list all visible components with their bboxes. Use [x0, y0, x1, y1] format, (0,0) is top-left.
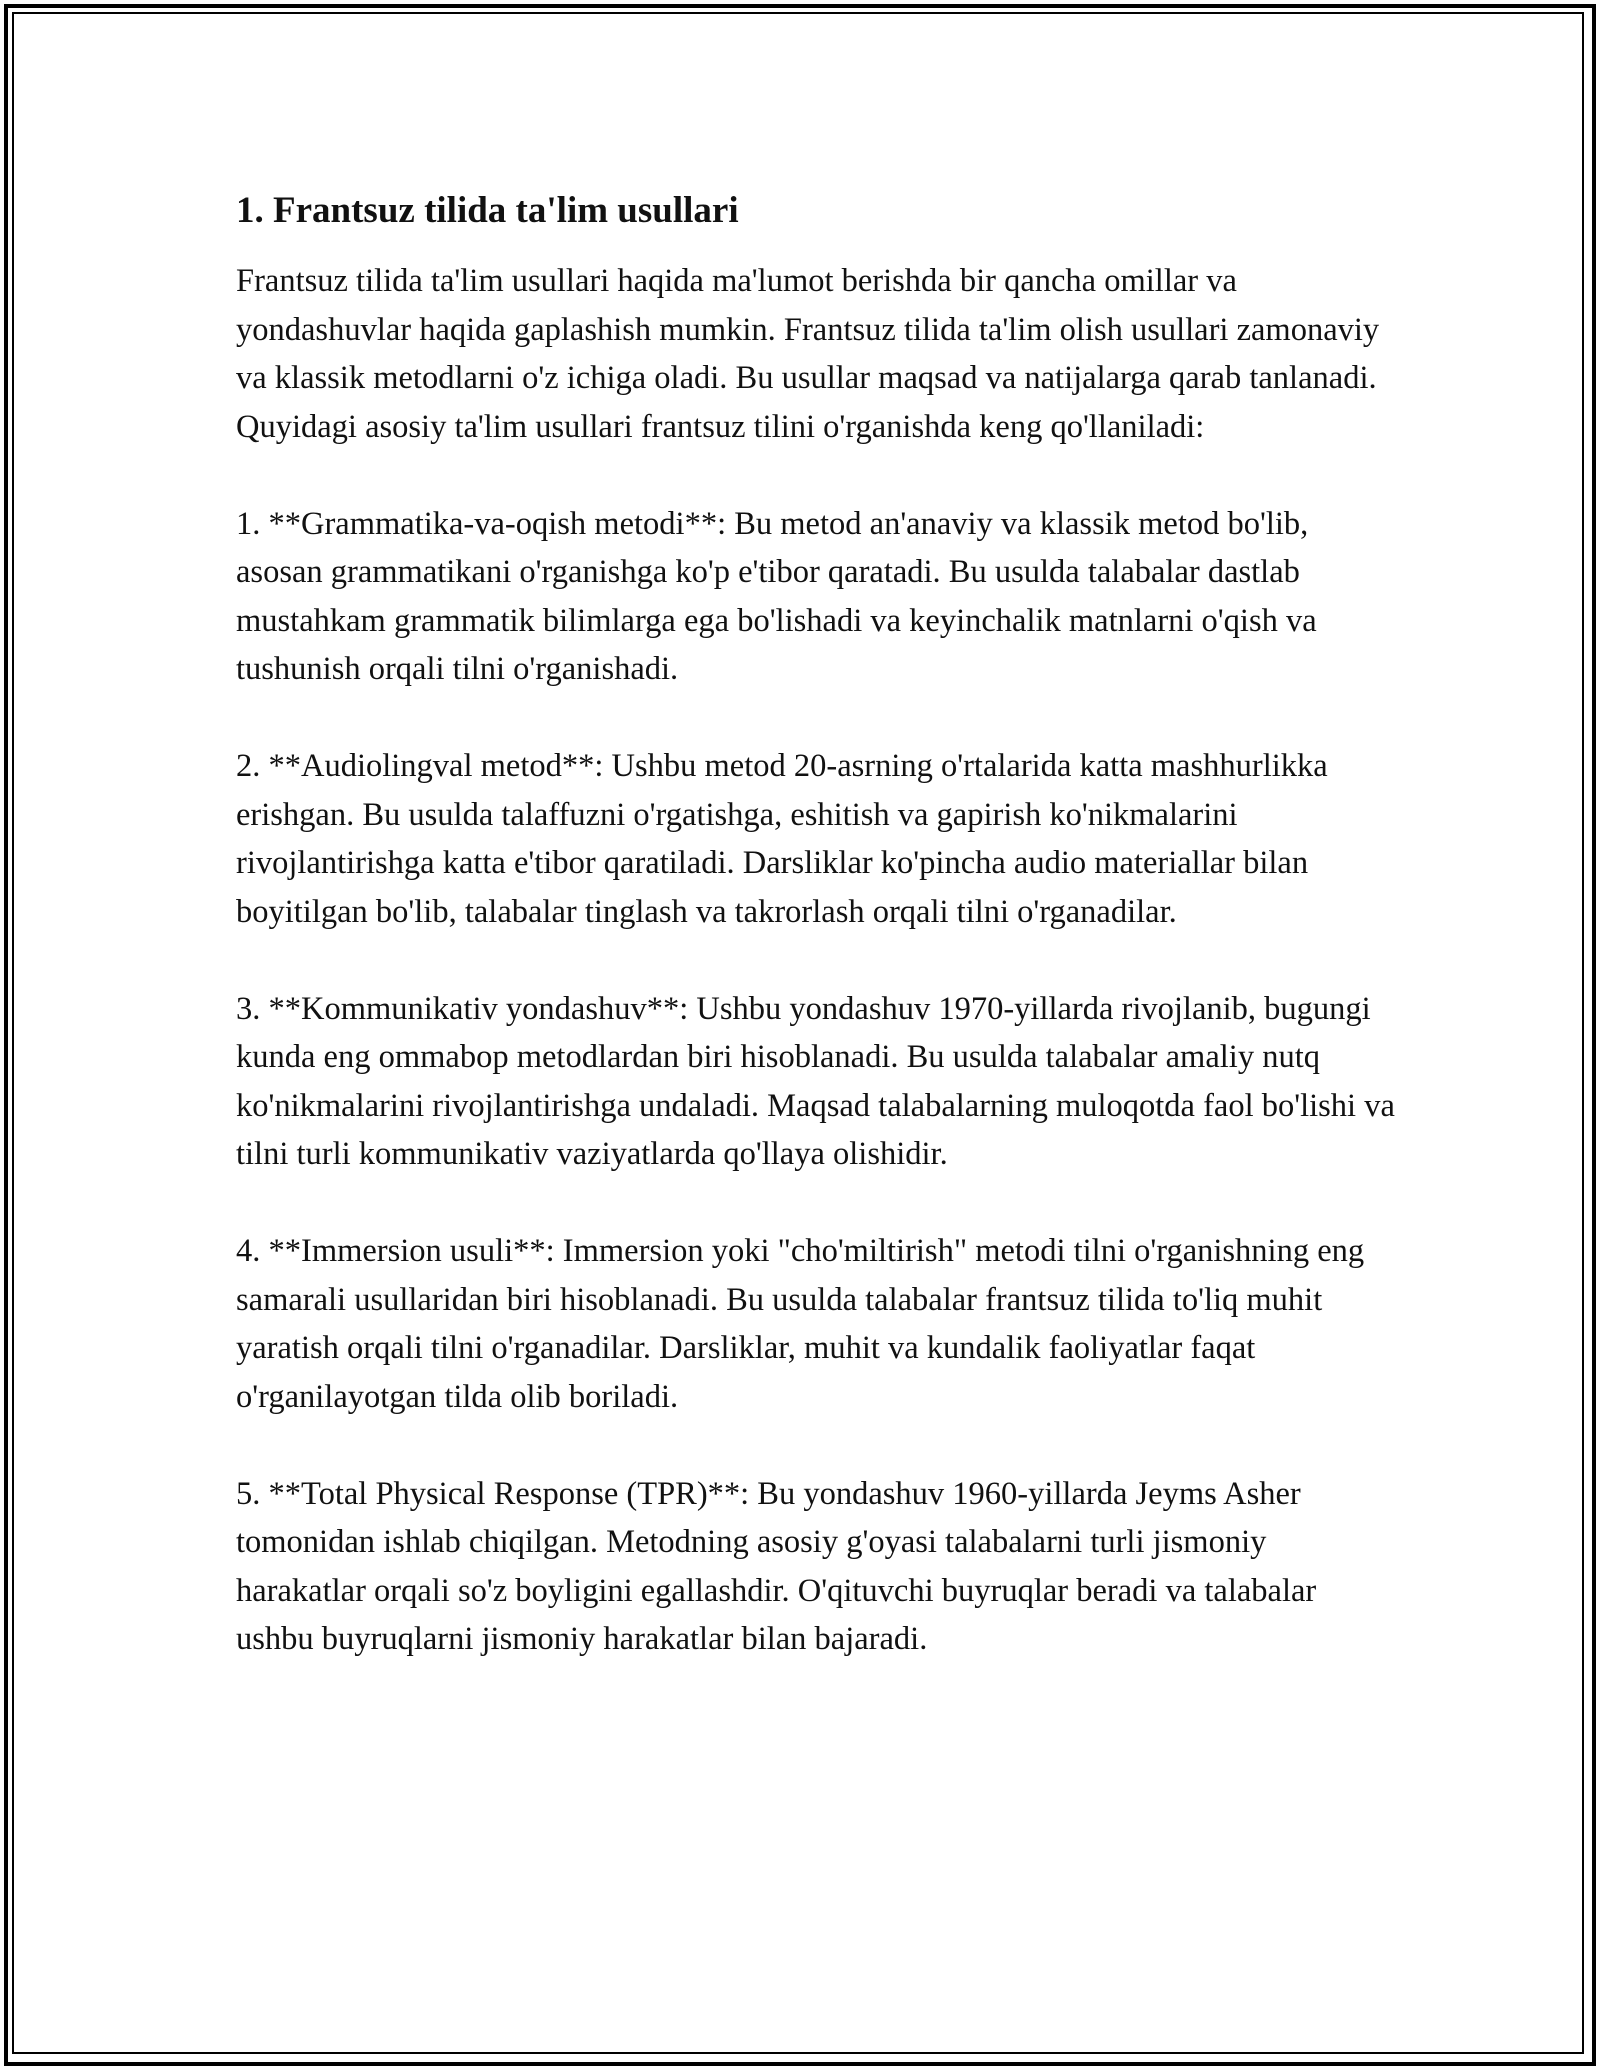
- method-paragraph-tpr: 5. **Total Physical Response (TPR)**: Bu yondashuv 1960-yillarda Jeyms Asher tomonidan ishlab chiqilgan. Metodning asosiy g'oyasi talabalarni turli jismoniy harakatlar orqali so'z boyligini egallashdir. O'qituvchi buyruqlar beradi va talabalar ushbu buyruqlarni jismoniy harakatlar bilan bajaradi.: [236, 1475, 1317, 1657]
- method-paragraph-grammar: 1. **Grammatika-va-oqish metodi**: Bu metod an'anaviy va klassik metod bo'lib, asosan grammatikani o'rganishga ko'p e'tibor qaratadi. Bu usulda talabalar dastlab mustahkam grammatik bilimlarga ega bo'lishadi va keyinchalik matnlarni o'qish va tushunish orqali tilni o'rganishadi.: [236, 505, 1317, 687]
- method-paragraph-immersion: 4. **Immersion usuli**: Immersion yoki "cho'miltirish" metodi tilni o'rganishning eng samarali usullaridan biri hisoblanadi. Bu usulda talabalar frantsuz tilida to'liq muhit yaratish orqali tilni o'rganadilar. Darsliklar, muhit va kundalik faoliyatlar faqat o'rganilayotgan tilda olib boriladi.: [236, 1233, 1365, 1415]
- section-heading: 1. Frantsuz tilida ta'lim usullari: [236, 190, 739, 231]
- document-body: [236, 185, 1396, 1712]
- intro-paragraph: Frantsuz tilida ta'lim usullari haqida ma'lumot berishda bir qancha omillar va yondashuvlar haqida gaplashish mumkin. Frantsuz tilida ta'lim olish usullari zamonaviy va klassik metodlarni o'z ichiga oladi. Bu usullar maqsad va natijalarga qarab tanlanadi. Quyidagi asosiy ta'lim usullari frantsuz tilini o'rganishda keng qo'llaniladi:: [236, 263, 1380, 445]
- method-paragraph-audiolingual: 2. **Audiolingval metod**: Ushbu metod 20-asrning o'rtalarida katta mashhurlikka erishgan. Bu usulda talaffuzni o'rgatishga, eshitish va gapirish ko'nikmalarini rivojlantirishga katta e'tibor qaratiladi. Darsliklar ko'pincha audio materiallar bilan boyitilgan bo'lib, talabalar tinglash va takrorlash orqali tilni o'rganadilar.: [236, 748, 1328, 930]
- method-paragraph-communicative: 3. **Kommunikativ yondashuv**: Ushbu yondashuv 1970-yillarda rivojlanib, bugungi kunda eng ommabop metodlardan biri hisoblanadi. Bu usulda talabalar amaliy nutq ko'nikmalarini rivojlantirishga undaladi. Maqsad talabalarning muloqotda faol bo'lishi va tilni turli kommunikativ vaziyatlarda qo'llaya olishidir.: [236, 990, 1395, 1172]
